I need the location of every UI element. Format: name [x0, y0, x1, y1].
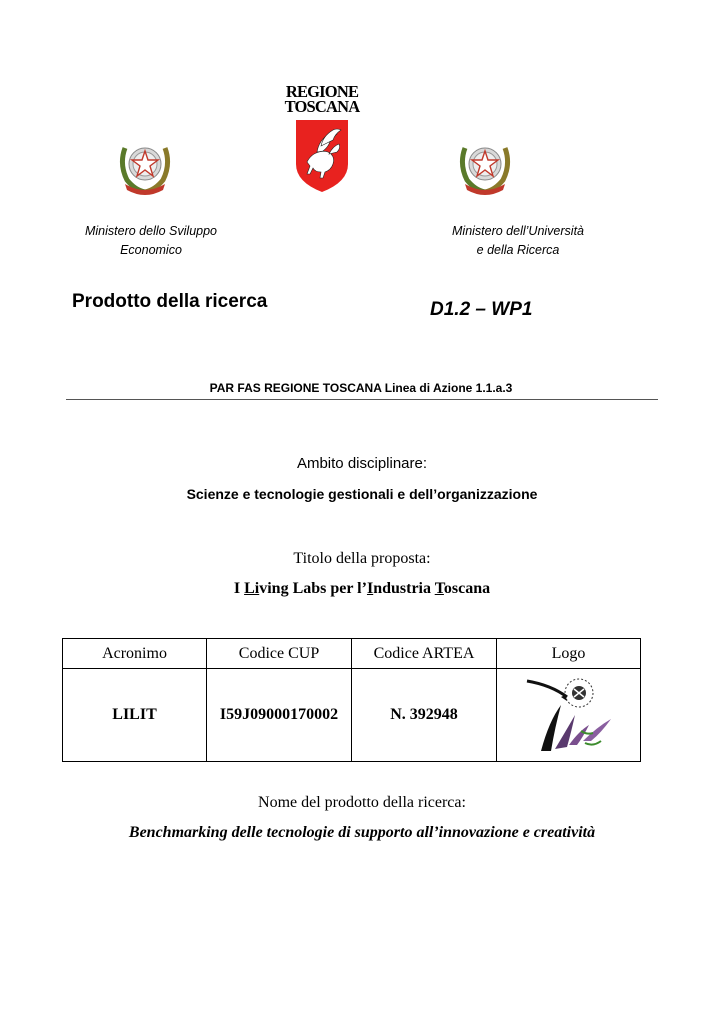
- ministry-left: [66, 222, 236, 260]
- titolo-part-underlined: I: [366, 580, 374, 597]
- ministry-left-line1: Ministero dello Sviluppo: [84, 224, 217, 238]
- table-header-row: [63, 639, 641, 669]
- project-info-table: [62, 638, 641, 762]
- regione-toscana-logo-text: [284, 84, 360, 114]
- lilit-project-logo-icon: [521, 671, 617, 755]
- value-acronimo: LILIT: [63, 669, 207, 762]
- regione-logo-line1: REGIONE: [285, 82, 359, 101]
- titolo-part-underlined: Li: [244, 580, 260, 597]
- titolo-part: ving Labs per l’: [259, 580, 367, 597]
- pegasus-shield-icon: [293, 118, 351, 194]
- ambito-value: Scienze e tecnologie gestionali e dell’organizzazione: [186, 486, 538, 502]
- titolo-value: [0, 580, 724, 598]
- product-heading: Prodotto della ricerca: [72, 291, 268, 312]
- ministry-right-line2: e della Ricerca: [476, 243, 560, 257]
- titolo-part: ndustria: [373, 580, 435, 597]
- ministry-right-line1: Ministero dell’Università: [452, 224, 584, 238]
- deliverable-code: D1.2 – WP1: [430, 299, 533, 320]
- nome-value: Benchmarking delle tecnologie di supporto all’innovazione e creatività: [128, 824, 596, 841]
- regione-logo-line2: TOSCANA: [284, 97, 360, 116]
- nome-label: Nome del prodotto della ricerca:: [258, 794, 466, 811]
- header-logo: Logo: [497, 639, 641, 669]
- titolo-part: I: [233, 580, 245, 597]
- value-logo-cell: [497, 669, 641, 762]
- header-codice-cup: Codice CUP: [207, 639, 352, 669]
- ambito-label: Ambito disciplinare:: [296, 455, 428, 472]
- header-acronimo: Acronimo: [63, 639, 207, 669]
- regione-toscana-logo: [284, 84, 360, 194]
- value-codice-artea: N. 392948: [352, 669, 497, 762]
- ministry-right: [428, 222, 608, 260]
- titolo-part-underlined: T: [434, 580, 444, 597]
- table-row: [63, 669, 641, 762]
- value-codice-cup: I59J09000170002: [207, 669, 352, 762]
- ministry-left-line2: Economico: [120, 243, 182, 257]
- program-line: PAR FAS REGIONE TOSCANA Linea di Azione 1.1.a.3: [209, 381, 513, 395]
- titolo-label: Titolo della proposta:: [293, 550, 431, 567]
- titolo-part: oscana: [443, 580, 491, 597]
- header-codice-artea: Codice ARTEA: [352, 639, 497, 669]
- horizontal-rule: [66, 399, 658, 400]
- italian-republic-emblem-icon: [457, 134, 513, 198]
- italian-republic-emblem-icon: [117, 134, 173, 198]
